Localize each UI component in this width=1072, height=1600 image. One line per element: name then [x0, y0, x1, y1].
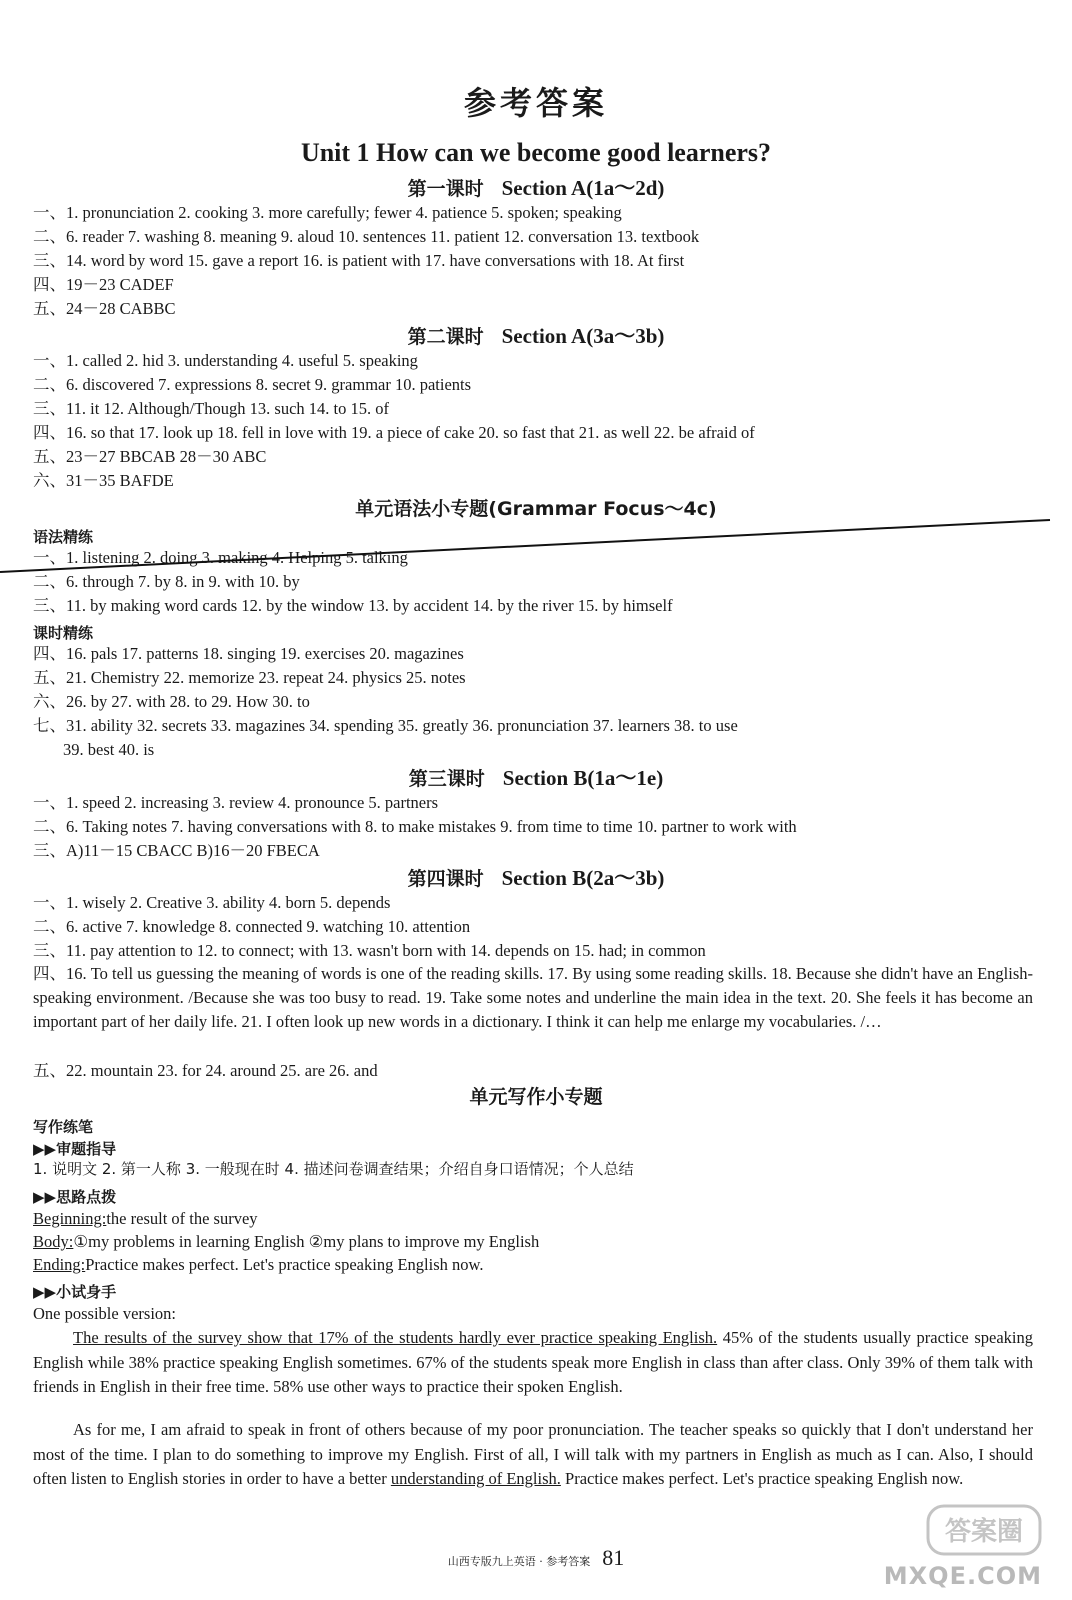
answer-line: 四、16. pals 17. patterns 18. singing 19. exercises 20. magazines: [33, 644, 464, 663]
essay-paragraph-2: As for me, I am afraid to speak in front of others because of my poor pronunciation. The teacher speaks so quickly that I don't understand her most of the time. I plan to do something to improve my English. First of all, I will talk with my partners in English as much as I can. Also, I should often listen to English stories in order to have a better understanding of English. Practice makes perfect. Let's practice speaking English now.: [33, 1420, 1033, 1488]
page-number: 81: [602, 1545, 625, 1570]
outline-body: Body:①my problems in learning English ②my plans to improve my English: [33, 1232, 540, 1251]
answer-line: 七、31. ability 32. secrets 33. magazines 34. spending 35. greatly 36. pronunciation 37. learners 38. to use: [33, 716, 738, 735]
answer-line: 二、6. active 7. knowledge 8. connected 9. watching 10. attention: [33, 917, 471, 936]
answer-line: 一、1. called 2. hid 3. understanding 4. useful 5. speaking: [33, 351, 418, 370]
unit-title: Unit 1 How can we become good learners?: [300, 138, 772, 167]
section-heading-2: 第二课时 Section A(3a～3b): [407, 324, 665, 348]
answer-line: 一、1. listening 2. doing 3. making 4. Helping 5. talking: [33, 548, 408, 567]
scan-crease-line: [0, 0, 1072, 600]
answer-line: 三、14. word by word 15. gave a report 16. is patient with 17. have conversations with 18. At first: [33, 251, 685, 270]
answer-line: 三、11. pay attention to 12. to connect; with 13. wasn't born with 14. depends on 15. had; in common: [33, 941, 706, 960]
answer-line: 二、6. through 7. by 8. in 9. with 10. by: [33, 572, 300, 591]
watermark-site: MXQE.COM: [883, 1562, 1042, 1590]
watermark-logo: [924, 1500, 1044, 1560]
answer-line: 五、24－28 CABBC: [33, 299, 176, 318]
answer-line: 六、31－35 BAFDE: [33, 471, 174, 490]
answer-line: 一、1. speed 2. increasing 3. review 4. pronounce 5. partners: [33, 793, 439, 812]
subheading-ideas: ▶▶思路点拨: [33, 1188, 117, 1206]
answer-line: 五、22. mountain 23. for 24. around 25. are 26. and: [33, 1061, 378, 1080]
answer-line: 五、21. Chemistry 22. memorize 23. repeat 24. physics 25. notes: [33, 668, 466, 687]
page-title: 参考答案: [463, 84, 608, 122]
section-heading-1: 第一课时 Section A(1a～2d): [407, 176, 665, 200]
section-heading-3: 单元语法小专题(Grammar Focus～4c): [355, 498, 717, 520]
section-heading-6: 单元写作小专题: [469, 1086, 603, 1108]
answer-line: 三、A)11－15 CBACC B)16－20 FBECA: [33, 841, 320, 860]
answer-line: 一、1. wisely 2. Creative 3. ability 4. born 5. depends: [33, 893, 391, 912]
section-heading-4: 第三课时 Section B(1a～1e): [408, 766, 664, 790]
answer-line: 五、23－27 BBCAB 28－30 ABC: [33, 447, 267, 466]
answer-line: 二、6. reader 7. washing 8. meaning 9. aloud 10. sentences 11. patient 12. conversation 13. textbook: [33, 227, 700, 246]
essay-intro: One possible version:: [33, 1304, 176, 1323]
subheading-guide: ▶▶审题指导: [33, 1140, 117, 1158]
answer-line: 三、11. by making word cards 12. by the window 13. by accident 14. by the river 15. by himself: [33, 596, 673, 615]
answer-paragraph: 四、16. To tell us guessing the meaning of words is one of the reading skills. 17. By using some reading skills. 18. Because she didn't have an English-speaking environment. /Because she was too busy to read. 19. Take some notes and underline the main idea in the text. 20. She feels it has become an important part of her daily life. 21. I often look up new words in a dictionary. I think it can help me enlarge my vocabularies. /…: [33, 964, 1033, 1031]
subheading-grammar: 语法精练: [33, 528, 94, 546]
answer-line: 三、11. it 12. Although/Though 13. such 14. to 15. of: [33, 399, 389, 418]
svg-text:答案圈: 答案圈: [944, 1517, 1024, 1547]
subheading-writing: 写作练笔: [33, 1118, 94, 1136]
answer-line: 二、6. discovered 7. expressions 8. secret 9. grammar 10. patients: [33, 375, 472, 394]
footer-label: 山西专版九上英语 · 参考答案: [447, 1555, 591, 1568]
essay-paragraph-1: The results of the survey show that 17% of the students hardly ever practice speaking English. 45% of the students usually practice speaking English while 38% practice speaking English sometimes. 67% of the students speak more English in class than after class. Only 39% of them talk with friends in English in their free time. 58% use other ways to practice their spoken English.: [33, 1328, 1033, 1396]
outline-ending: Ending:Practice makes perfect. Let's practice speaking English now.: [33, 1255, 484, 1274]
answer-line: 四、19－23 CADEF: [33, 275, 174, 294]
answer-line: 39. best 40. is: [63, 740, 155, 759]
answer-line: 六、26. by 27. with 28. to 29. How 30. to: [33, 692, 310, 711]
section-heading-5: 第四课时 Section B(2a～3b): [407, 866, 665, 890]
answer-line: 一、1. pronunciation 2. cooking 3. more carefully; fewer 4. patience 5. spoken; speaking: [33, 203, 622, 222]
guide-line: 1. 说明文 2. 第一人称 3. 一般现在时 4. 描述问卷调查结果；介绍自身口语情况；个人总结: [33, 1160, 634, 1178]
answer-line: 四、16. so that 17. look up 18. fell in love with 19. a piece of cake 20. so fast that 21. as well 22. be afraid of: [33, 423, 755, 442]
subheading-try: ▶▶小试身手: [33, 1283, 117, 1301]
outline-beginning: Beginning:the result of the survey: [33, 1209, 258, 1228]
answer-line: 二、6. Taking notes 7. having conversations with 8. to make mistakes 9. from time to time 10. partner to work with: [33, 817, 797, 836]
subheading-practice: 课时精练: [33, 624, 94, 642]
